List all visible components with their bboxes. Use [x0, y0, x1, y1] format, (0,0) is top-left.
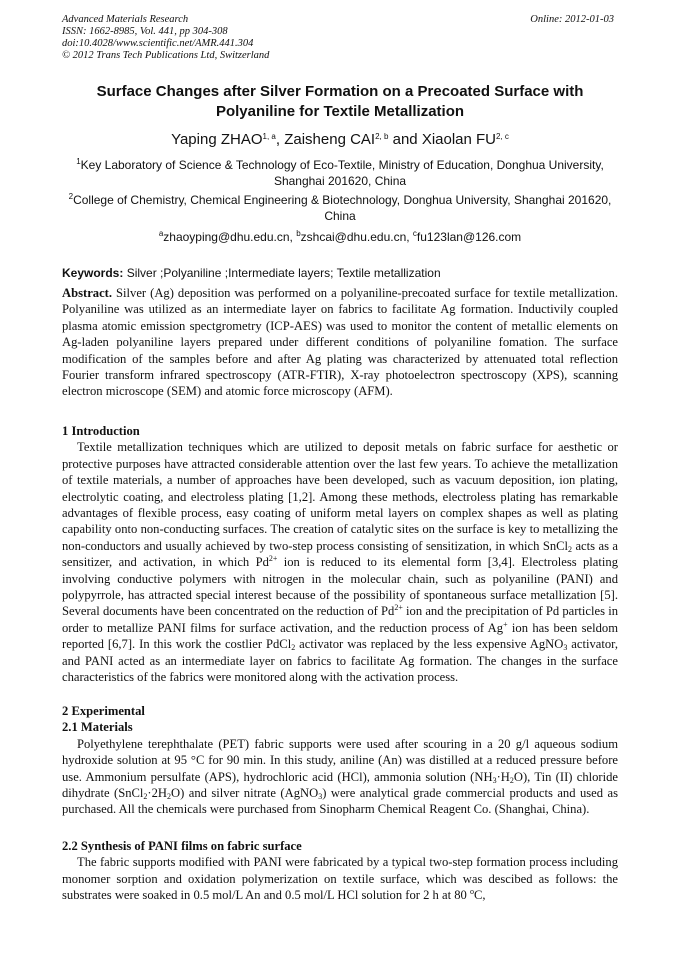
doi-line: doi:10.4028/www.scientific.net/AMR.441.304 — [62, 38, 254, 49]
superscript: 2+ — [268, 554, 278, 564]
email-a-mark: a — [158, 229, 164, 238]
email-b: zshcai@dhu.edu.cn, — [300, 230, 413, 244]
subsection-heading-synthesis: 2.2 Synthesis of PANI films on fabric surface — [62, 839, 302, 853]
email-line — [62, 229, 618, 245]
email-a: zhaoyping@dhu.edu.cn, — [163, 230, 297, 244]
section-heading-experimental: 2 Experimental — [62, 704, 145, 718]
subscript: 3 — [563, 643, 568, 653]
intro-text: Textile metallization techniques which are utilized to deposit metals on fabric surface for aesthetic or protective purposes have attracted considerable attention over the last few years. To achieve the metallization of textile materials, a number of approaches have been developed, such as vacuum deposition, ion plating, electrolytic coating, and electroless plating [1,2]. Among these methods, electroless plating has remarkable advantages of flexible process, easy coating of uniform metal layers on complex shapes as well as plating capability onto non-conducting surfaces. The creation of catalytic sites on the surface is key to metallizing the non-conductors and usually achieved by two-step process consisting of sensitization, in which SnCl — [62, 440, 618, 553]
author-separator: and — [388, 131, 422, 148]
synthesis-section — [62, 838, 618, 904]
keywords-label: Keywords: — [62, 266, 124, 280]
affiliation-1 — [62, 157, 618, 189]
subscript: 2 — [143, 792, 148, 802]
abstract-label: Abstract. — [62, 286, 113, 300]
title-line-1: Surface Changes after Silver Formation on a Precoated Surface with — [96, 83, 584, 100]
keywords-text: Silver ;Polyaniline ;Intermediate layers; Textile metallization — [123, 266, 441, 280]
author-1-affil: 1, a — [262, 132, 276, 141]
affiliation-2 — [62, 192, 618, 224]
abstract-text: Silver (Ag) deposition was performed on a polyaniline-precoated surface for textile metallization. Polyaniline was utilized as an intermediate layer on fabrics to facilitate Ag formation. Inductivily coupled plasma atomic emission spectgrometry (ICP-AES) was used to monitor the content of metallic elements on Ag-laden polyaniline layers prepared under different conditions of polyaniline fomation. The surface modification of the samples before and after Ag plating was characterized by attenuated total reflection Fourier transform infrared spectroscopy (ATR-FTIR), X-ray photoelectron spectroscopy (XPS), scanning electron microscope (SEM) and atomic force microscopy (AFM). — [62, 286, 618, 399]
author-3-affil: 2, c — [496, 132, 509, 141]
title-line-2: Polyaniline for Textile Metallization — [215, 103, 465, 120]
affiliation-1-text: Key Laboratory of Science & Technology of Eco-Textile, Ministry of Education, Donghua University, Shanghai 201620, China — [80, 158, 604, 188]
intro-text: ion is reduced to its elemental form [3,4]. Electroless plating involving conductive polymers with nitrogen in the molecular chain, such as polyaniline (PANI) and polypyrrole, has attracted special interest because of the possibility of spontaneous surface metallization [5]. Several documents have been concentrated on the reduction of Pd — [62, 555, 618, 619]
journal-name: Advanced Materials Research — [62, 14, 189, 25]
author-list — [62, 130, 618, 150]
author-1: Yaping ZHAO — [171, 131, 263, 148]
email-c-mark: c — [412, 229, 417, 238]
subsection-heading-materials: 2.1 Materials — [62, 720, 133, 735]
superscript: o — [469, 887, 474, 897]
intro-text: ion and the precipitation of Pd particles in order to metallize PANI films for surface activation, and the reduction process of Ag — [62, 604, 618, 635]
journal-header — [62, 14, 618, 62]
materials-text: ) were analytical grade commercial products and used as purchased. All the chemicals were purchased from Sinopharm Chemical Reagent Co. (Shanghai, China). — [62, 786, 618, 817]
intro-text: activator, and PANI acted as an intermediate layer on fabrics to facilitate Ag formation. The changes in the surface characteristics of the fabrics were monitored along with the activation process. — [62, 637, 618, 685]
materials-paragraph — [62, 736, 618, 818]
author-3: Xiaolan FU — [421, 131, 497, 148]
materials-text: ·2H — [147, 786, 167, 801]
materials-text: ·H — [496, 769, 510, 784]
subscript: 2 — [568, 544, 573, 554]
affiliation-2-mark: 2 — [68, 192, 74, 201]
materials-text: O), Tin (II) chloride dihydrate (SnCl — [62, 769, 618, 801]
synthesis-text: The fabric supports modified with PANI were fabricated by a typical two-step formation process including monomer sorption and oxidation polymerization on textile surface, which was descibed as follows: the substrates were soaked in 0.5 mol/L An and 0.5 mol/L HCl solution for 2 h at 80 — [62, 855, 618, 903]
subscript: 3 — [492, 775, 497, 785]
subscript: 2 — [291, 643, 296, 653]
intro-text: acts as a sensitizer, and activation, in which Pd — [62, 538, 618, 570]
email-b-mark: b — [296, 229, 301, 238]
superscript: 2+ — [394, 603, 403, 613]
subscript: 2 — [509, 775, 514, 785]
materials-text: Polyethylene terephthalate (PET) fabric supports were used after scouring in a 20 g/l aqueous sodium hydroxide solution at 95 °C for 90 min. In this study, aniline (An) was distilled at a reduced pressure before use. Ammonium persulfate (APS), hydrochloric acid (HCl), ammonia solution (NH — [62, 736, 618, 784]
affiliation-2-text: College of Chemistry, Chemical Engineering & Biotechnology, Donghua University, Shanghai 201620, China — [73, 193, 612, 223]
keywords — [62, 265, 618, 281]
affiliation-1-mark: 1 — [76, 157, 81, 166]
author-2-affil: 2, b — [375, 132, 389, 141]
author-2: Zaisheng CAI — [284, 131, 376, 148]
experimental-section — [62, 703, 618, 818]
copyright-line: © 2012 Trans Tech Publications Ltd, Switzerland — [62, 50, 270, 61]
abstract — [62, 285, 618, 400]
intro-text: ion has been seldom reported [6,7]. In this work the costlier PdCl — [62, 620, 618, 652]
issn-line: ISSN: 1662-8985, Vol. 441, pp 304-308 — [62, 26, 228, 37]
synthesis-paragraph — [62, 854, 618, 903]
subscript: 2 — [167, 792, 171, 802]
synthesis-text: C, — [473, 888, 486, 903]
materials-text: O) and silver nitrate (AgNO — [171, 786, 319, 801]
subscript: 3 — [318, 792, 323, 802]
online-date: Online: 2012-01-03 — [530, 14, 614, 25]
paper-title — [62, 82, 618, 122]
section-heading-introduction: 1 Introduction — [62, 424, 140, 438]
email-c: fu123lan@126.com — [416, 230, 522, 244]
intro-text: activator was replaced by the less expensive AgNO — [295, 637, 564, 652]
superscript: + — [503, 619, 508, 629]
introduction-paragraph — [62, 439, 618, 685]
author-separator: , — [275, 131, 285, 148]
introduction-section — [62, 423, 618, 686]
